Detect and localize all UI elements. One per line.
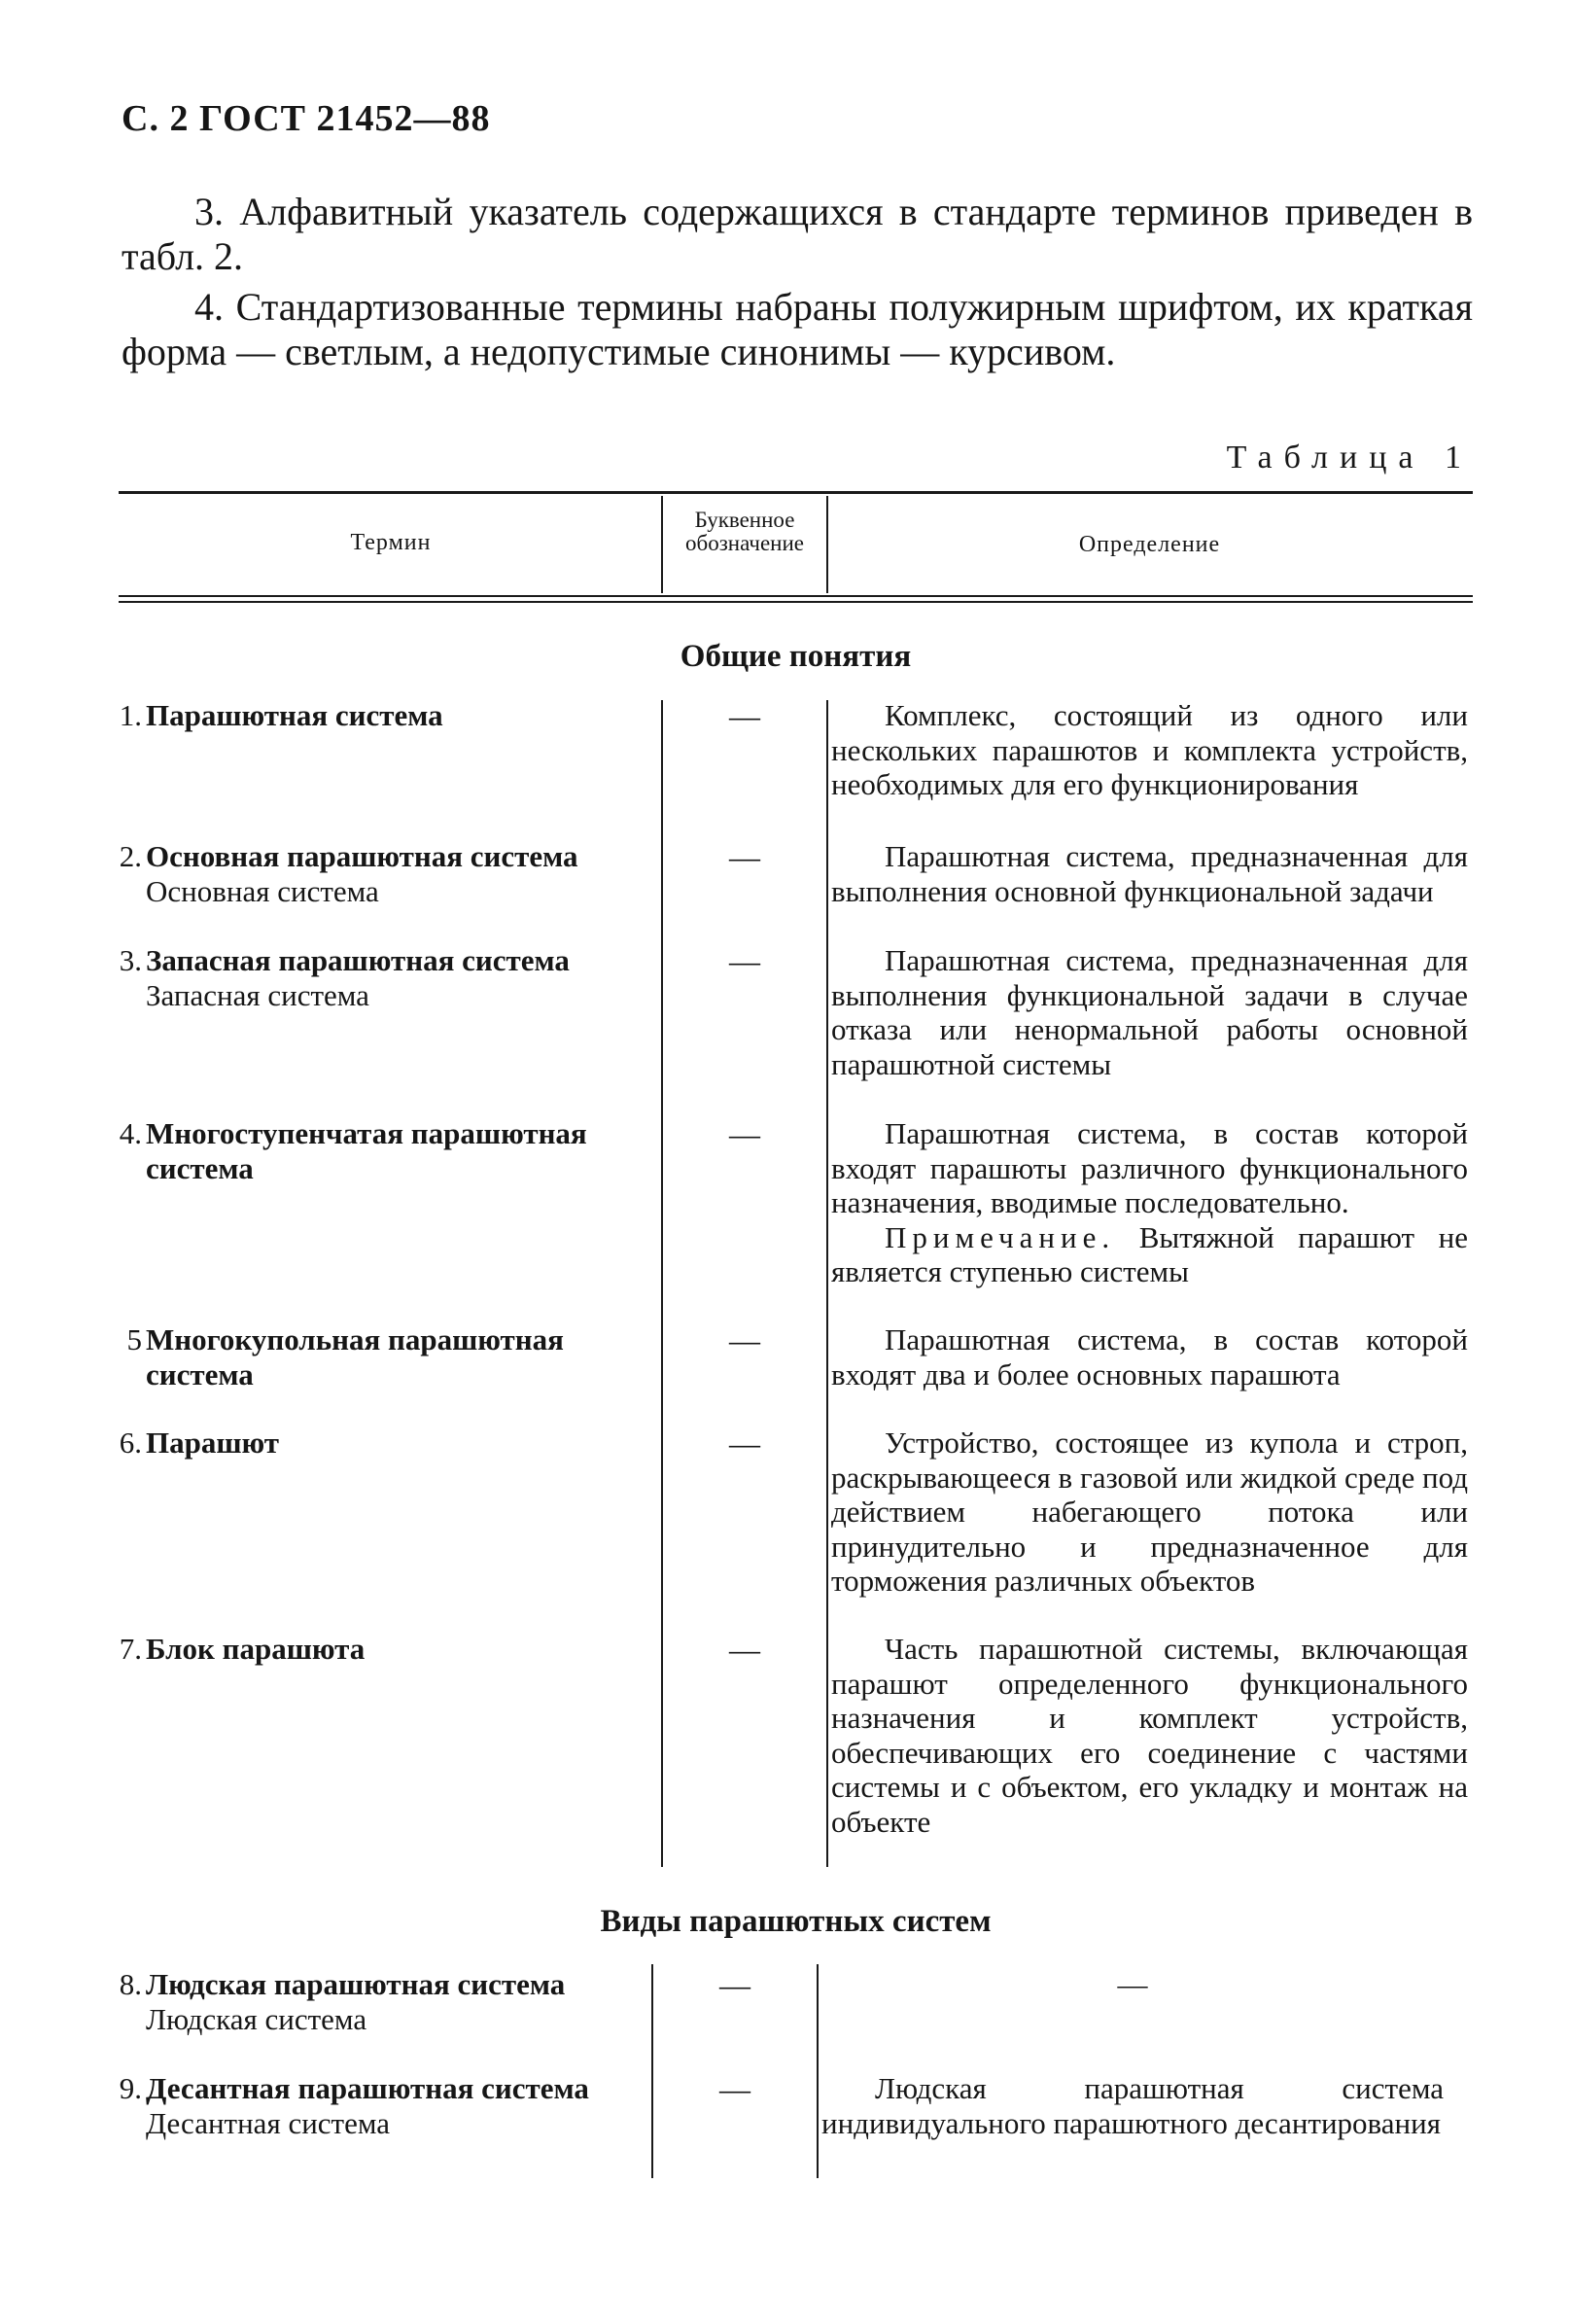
table-row-term — [119, 943, 642, 1013]
header-rule — [119, 601, 1473, 603]
column-header-term: Термин — [350, 530, 432, 555]
definition-text: Комплекс, состоящий из одного или нескольких парашютов и комплекта устройств, необходимых для его функционирования — [831, 698, 1468, 801]
term-name: Многоступенчатая парашютная система — [146, 1116, 587, 1185]
term-name: Запасная парашютная система — [146, 943, 570, 977]
term-number: 4. — [119, 1116, 142, 1150]
table-row-term — [119, 1967, 642, 2037]
term-short-form: Запасная система — [146, 978, 369, 1012]
term-definition — [831, 1632, 1468, 1839]
table-row-term — [119, 1632, 642, 1667]
table-row-term — [119, 1426, 642, 1461]
column-header-definition: Определение — [1078, 532, 1221, 557]
table-row-term — [126, 1322, 642, 1392]
intro-text — [122, 190, 1473, 380]
term-number: 8. — [119, 1967, 142, 2001]
term-name: Многокупольная парашютная система — [146, 1322, 564, 1391]
intro-paragraph: 4. Стандартизованные термины набраны полужирным шрифтом, их краткая форма — светлым, а недопустимые синонимы — курсивом. — [122, 285, 1473, 373]
table-top-rule — [119, 491, 1473, 494]
term-definition — [821, 1967, 1444, 2002]
note-label: Примечание. — [885, 1219, 1116, 1254]
term-definition — [831, 1322, 1468, 1391]
term-letter: — — [729, 1322, 760, 1357]
term-definition — [831, 1426, 1468, 1599]
term-name: Людская парашютная система — [146, 1967, 566, 2001]
column-header-letter: Буквенное обозначение — [685, 508, 804, 555]
intro-paragraph: 3. Алфавитный указатель содержащихся в стандарте терминов приведен в табл. 2. — [122, 190, 1473, 278]
term-definition — [821, 2071, 1444, 2140]
term-definition — [831, 1116, 1468, 1289]
table-row-term — [119, 1116, 642, 1186]
definition-text: Часть парашютной системы, включающая парашют определенного функционального назначения и комплект устройств, обеспечивающих его соединение с частями системы и с объектом, его укладку и монтаж на объекте — [831, 1632, 1468, 1839]
term-short-form: Людская система — [146, 2002, 367, 2036]
term-number: 3. — [119, 943, 142, 977]
term-letter: — — [729, 839, 760, 874]
term-number: 7. — [119, 1632, 142, 1666]
page-header: С. 2 ГОСТ 21452—88 — [122, 98, 491, 139]
section-title: Виды парашютных систем — [600, 1904, 992, 1939]
term-short-form: Десантная система — [146, 2106, 391, 2140]
term-number: 1. — [119, 698, 142, 732]
definition-text: Парашютная система, в состав которой входят два и более основных парашюта — [831, 1322, 1468, 1391]
section-title: Общие понятия — [680, 639, 912, 674]
table-row-term — [119, 698, 642, 733]
definition-note — [831, 1220, 1468, 1289]
definition-text: — — [1117, 1967, 1148, 2001]
term-letter: — — [729, 698, 760, 733]
header-rule — [119, 595, 1473, 597]
term-name: Парашют — [146, 1426, 280, 1460]
term-name: Основная парашютная система — [146, 839, 578, 873]
term-short-form: Основная система — [146, 874, 379, 908]
term-letter: — — [729, 943, 760, 978]
term-letter: — — [719, 1967, 750, 2002]
term-name: Блок парашюта — [146, 1632, 366, 1666]
term-number: 5 — [126, 1322, 142, 1356]
term-name: Десантная парашютная система — [146, 2071, 589, 2105]
table-caption: Таблица 1 — [1226, 440, 1473, 475]
term-letter: — — [719, 2071, 750, 2106]
term-number: 6. — [119, 1426, 142, 1460]
term-definition — [831, 839, 1468, 908]
definition-text: Парашютная система, предназначенная для выполнения основной функциональной задачи — [831, 839, 1468, 908]
column-divider — [826, 700, 828, 1867]
table-row-term — [119, 2071, 642, 2141]
definition-text: Парашютная система, в состав которой входят парашюты различного функционального назначения, вводимые последовательно. — [831, 1116, 1468, 1219]
term-letter: — — [729, 1426, 760, 1461]
definition-text: Парашютная система, предназначенная для выполнения функциональной задачи в случае отказа или ненормальной работы основной парашютной системы — [831, 943, 1468, 1081]
column-divider — [661, 700, 663, 1867]
term-letter: — — [729, 1116, 760, 1151]
column-divider — [661, 496, 663, 593]
term-number: 9. — [119, 2071, 142, 2105]
definition-text: Людская парашютная система индивидуального парашютного десантирования — [821, 2071, 1444, 2140]
table-row-term — [119, 839, 642, 909]
term-letter: — — [729, 1632, 760, 1667]
note-text: Вытяжной парашют не является ступенью системы — [831, 1219, 1468, 1288]
term-number: 2. — [119, 839, 142, 873]
term-name: Парашютная система — [146, 698, 443, 732]
definition-text: Устройство, состоящее из купола и строп, раскрывающееся в газовой или жидкой среде под действием набегающего потока или принудительно и предназначенное для торможения различных объектов — [831, 1426, 1468, 1598]
term-definition — [831, 698, 1468, 802]
column-divider — [826, 496, 828, 593]
term-definition — [831, 943, 1468, 1081]
